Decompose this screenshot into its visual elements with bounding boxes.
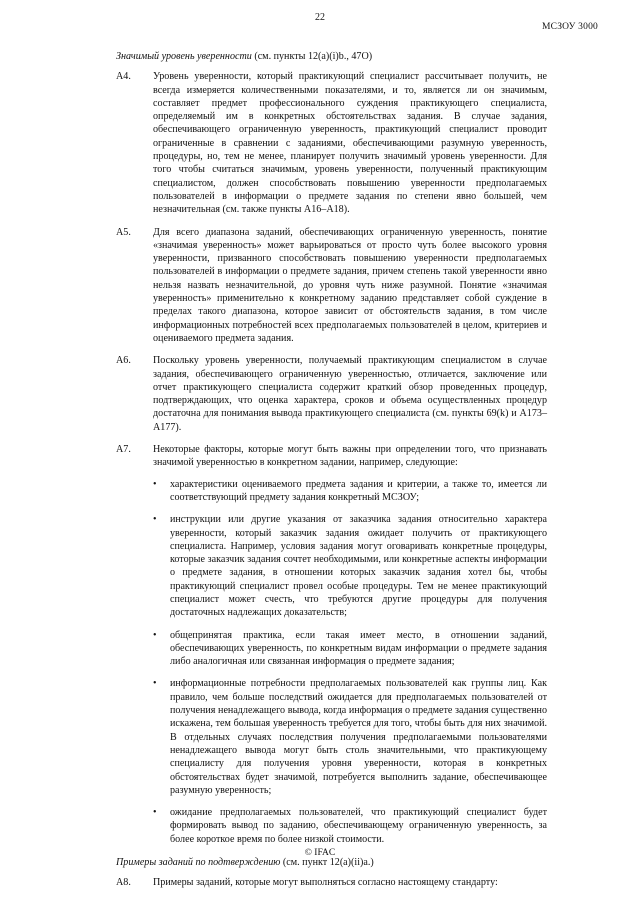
list-item-text: ожидание предполагаемых пользователей, что практикующий специалист будет формировать вывод по заданию, обеспечивающему ограниченную уверенность, за более короткое время по более низкой стоимости.	[170, 807, 547, 845]
section-heading-title: Примеры заданий по подтверждению	[116, 857, 281, 869]
paragraph-text: Некоторые факторы, которые могут быть важны при определении того, что признавать значимой уверенностью в конкретном задании, например, следующие:	[153, 444, 547, 469]
paragraph-number: A8.	[116, 877, 131, 889]
list-item	[153, 806, 547, 846]
section-heading-significant-assurance	[116, 50, 547, 63]
section-heading-reference: (см. пункт 12(a)(ii)a.)	[280, 857, 374, 869]
paragraph-a7	[116, 443, 547, 470]
list-item-text: информационные потребности предполагаемых пользователей как группы лиц. Как правило, чем больше последствий ожидается для предполагаемых пользователей от получения ненадлежащего вывода, когда информация о предмете задания существенно искажена, тем большая уверенность требуется для того, чтобы быть для них значимой. В отдельных случаях последствия получения предполагаемыми пользователями ненадлежащего вывода могут быть столь значительными, что практикующему специалисту для получения уровня уверенности, которая в конкретных обстоятельствах будет значимой, потребуется выполнить задание, обеспечивающее разумную уверенность;	[170, 678, 547, 796]
list-item	[153, 478, 547, 505]
factors-list	[153, 478, 547, 846]
paragraph-a4	[116, 70, 547, 216]
bullet-icon: •	[153, 807, 157, 819]
list-item-text: общепринятая практика, если такая имеет место, в отношении заданий, обеспечивающих уверенность, по конкретным видам информации о предмете задания либо аналогичная или связанная информация о предмете задания;	[170, 629, 547, 668]
bullet-icon: •	[153, 629, 157, 641]
bullet-icon: •	[153, 514, 157, 526]
paragraph-number: A5.	[116, 226, 131, 238]
paragraph-a8	[116, 876, 547, 889]
list-item	[153, 629, 547, 669]
paragraph-text: Поскольку уровень уверенности, получаемый практикующим специалистом в случае задания, обеспечивающего ограниченную уверенностью, отличается, заключение или отчет практикующего специалиста содержит краткий обзор проведенных процедур, подтверждающих, что оценка характера, сроков и объема осуществленных процедур достаточна для понимания вывода практикующего специалиста (см. пункты 69(k) и A173–A177).	[153, 355, 547, 433]
section-heading-reference: (см. пункты 12(a)(i)b., 47O)	[251, 51, 373, 62]
paragraph-number: A6.	[116, 355, 131, 367]
document-body	[116, 50, 547, 899]
bullet-icon: •	[153, 478, 157, 490]
paragraph-text: Уровень уверенности, который практикующий специалист рассчитывает получить, не всегда измеряется количественными показателями, и то, является ли он значимым, составляет предмет профессионального суждения практикующего специалиста, определяемый им в конкретных обстоятельствах задания. В случае задания, обеспечивающего ограниченную уверенность, практикующий специалист проводит ограниченные в сравнении с заданиями, обеспечивающими разумную уверенность, процедуры, но, тем не менее, планирует получить значимый уровень уверенности. Для того чтобы считаться значимым, уровень уверенности, полученный практикующим специалистом, должен способствовать повышению уверенности предполагаемых пользователей в информации о предмете задания по степени явно большей, чем незначительная (см. также пункты A16–A18).	[153, 71, 547, 216]
page-number: 22	[315, 12, 325, 23]
list-item-text: характеристики оцениваемого предмета задания и критерии, а также то, имеется ли соответствующий предмету задания конкретный МСЗОУ;	[170, 478, 547, 503]
bullet-icon: •	[153, 678, 157, 690]
section-heading-title: Значимый уровень уверенности	[116, 51, 252, 62]
paragraph-a6	[116, 354, 547, 434]
list-item	[153, 677, 547, 797]
paragraph-a5	[116, 226, 547, 346]
copyright-footer: © IFAC	[304, 848, 336, 858]
section-heading-engagement-examples	[116, 856, 547, 869]
document-code: МСЗОУ 3000	[542, 22, 598, 32]
paragraph-number: A4.	[116, 71, 131, 83]
list-item	[153, 513, 547, 619]
list-item-text: инструкции или другие указания от заказчика задания относительно характера уверенности, который заказчик задания ожидает получить от практикующего специалиста. Например, условия задания могут оговаривать конкретные процедуры, которые заказчик задания сочтет необходимыми, или конкретные аспекты информации о предмете задания, в отношении которых заказчик задания хотел бы, чтобы практикующий специалист провел особые процедуры. Тем не менее практикующий специалист может счесть, что требуются другие процедуры для получения достаточных надлежащих доказательств;	[170, 514, 547, 619]
paragraph-text: Примеры заданий, которые могут выполняться согласно настоящему стандарту:	[153, 877, 498, 889]
paragraph-text: Для всего диапазона заданий, обеспечивающих ограниченную уверенность, понятие «значимая уверенность» может варьироваться от просто чуть более высокого уровня уверенности, призванного способствовать повышению уверенности предполагаемых пользователей в информации о предмете задания, причем степень такой уверенности явно нельзя назвать незначительной, до уровня чуть ниже разумной. Понятие «значимая уверенность» применительно к конкретному заданию представляет собой суждение в пределах такого диапазона, которое зависит от обстоятельств задания, в том числе информационных потребностей всех предполагаемых пользователей в целом, критериев и оцениваемого предмета задания.	[153, 226, 547, 344]
paragraph-number: A7.	[116, 444, 131, 456]
